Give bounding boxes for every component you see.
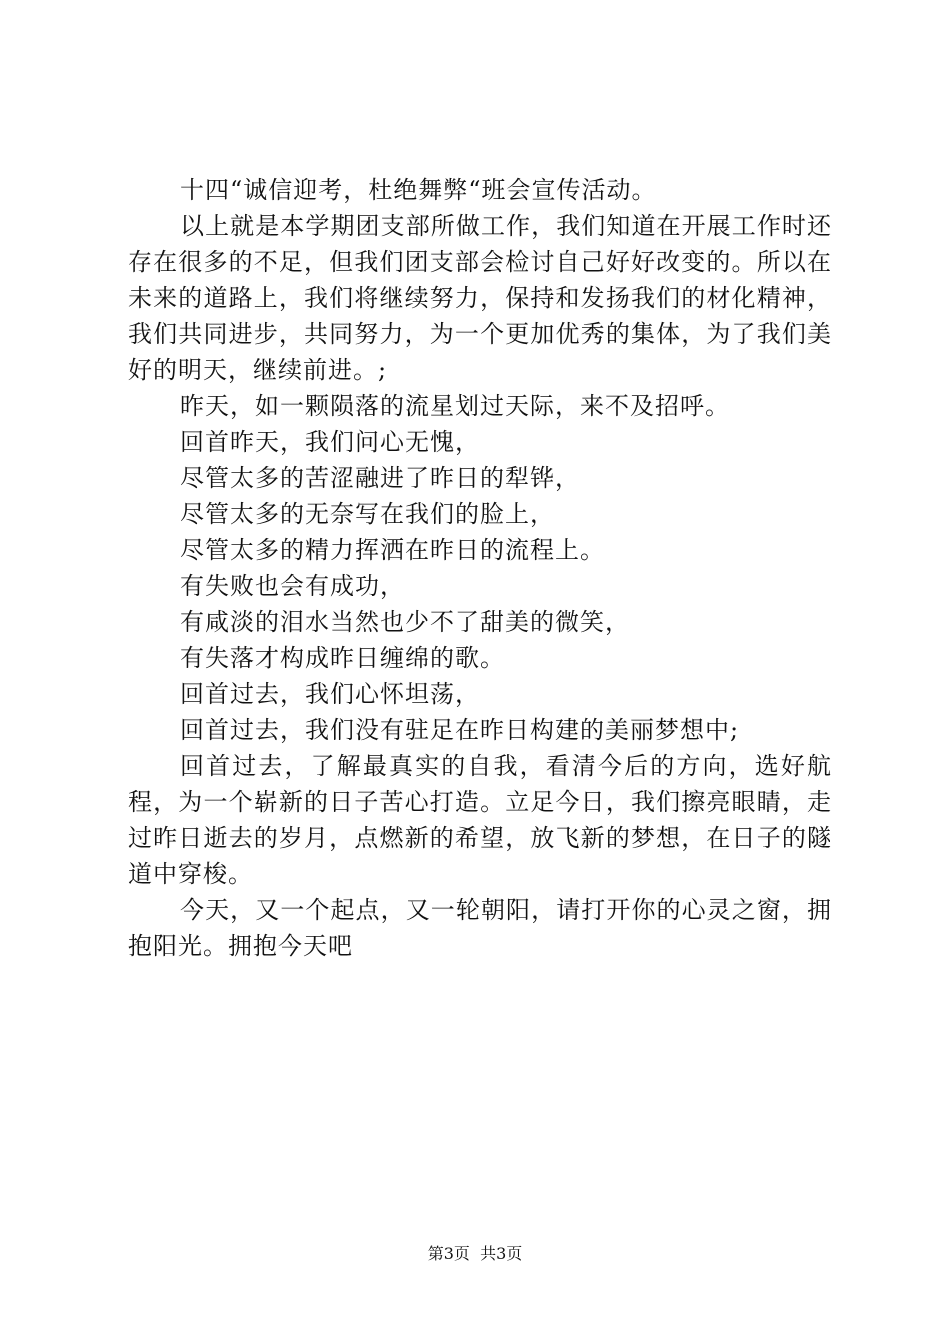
paragraph: 有失败也会有成功， (180, 572, 405, 600)
paragraph: 尽管太多的苦涩融进了昨日的犁铧， (180, 464, 580, 492)
page-number-label: 第3页 共3页 (427, 1244, 523, 1263)
document-body (128, 172, 832, 964)
paragraph: 十四“诚信迎考，杜绝舞弊“班会宣传活动。 (180, 176, 657, 204)
paragraph: 尽管太多的精力挥洒在昨日的流程上。 (180, 536, 605, 564)
paragraph: 以上就是本学期团支部所做工作，我们知道在开展工作时还存在很多的不足，但我们团支部会检讨自己好好改变的。所以在未来的道路上，我们将继续努力，保持和发扬我们的材化精神，我们共同进步，共同努力，为一个更加优秀的集体，为了我们美好的明天，继续前进。; (128, 212, 832, 384)
paragraph: 有失落才构成昨日缠绵的歌。 (180, 644, 505, 672)
paragraph: 回首过去，我们没有驻足在昨日构建的美丽梦想中; (180, 716, 740, 744)
paragraph: 回首昨天，我们问心无愧， (180, 428, 480, 456)
paragraph: 昨天，如一颗陨落的流星划过天际，来不及招呼。 (180, 392, 730, 420)
page-footer (0, 1243, 950, 1265)
paragraph: 尽管太多的无奈写在我们的脸上， (180, 500, 555, 528)
paragraph: 今天，又一个起点，又一轮朝阳，请打开你的心灵之窗，拥抱阳光。拥抱今天吧 (128, 896, 832, 960)
paragraph: 回首过去，了解最真实的自我，看清今后的方向，选好航程，为一个崭新的日子苦心打造。立足今日，我们擦亮眼睛，走过昨日逝去的岁月，点燃新的希望，放飞新的梦想，在日子的隧道中穿梭。 (128, 752, 832, 888)
paragraph: 有咸淡的泪水当然也少不了甜美的微笑， (180, 608, 630, 636)
paragraph: 回首过去，我们心怀坦荡， (180, 680, 480, 708)
